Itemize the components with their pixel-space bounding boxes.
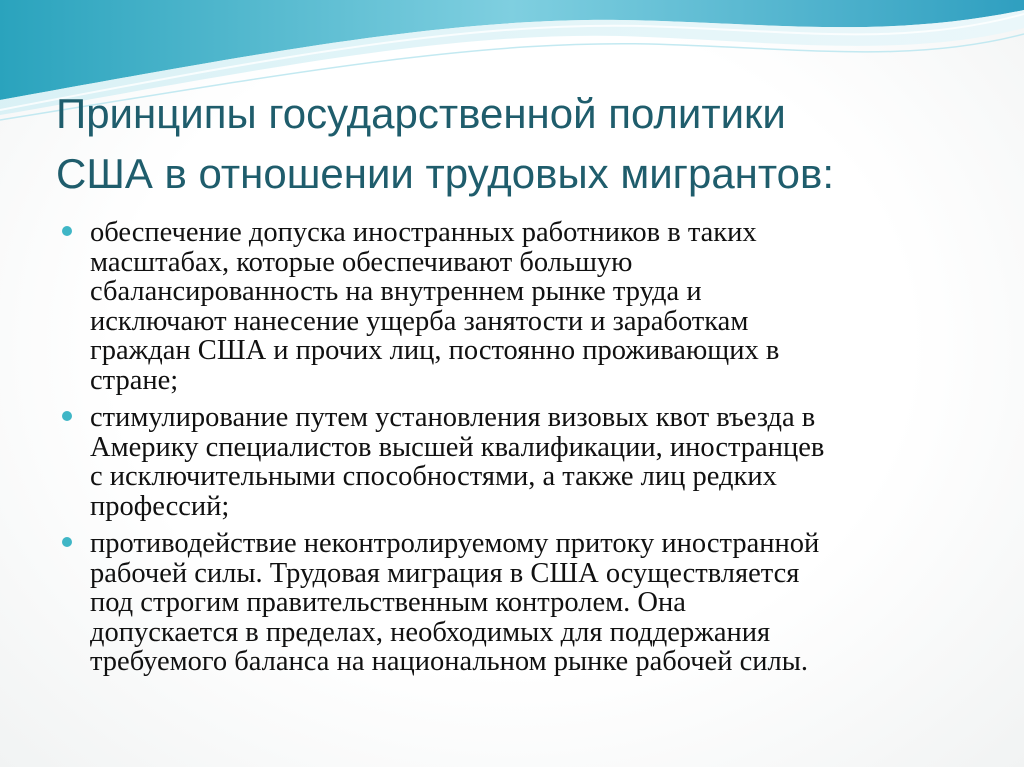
bullet-3-line-5: требуемого баланса на национальном рынке рабочей силы.: [90, 646, 808, 677]
bullet-list: [90, 218, 990, 685]
bullet-2-line-4: профессий;: [90, 490, 230, 522]
bullet-1-line-2: масштабах, которые обеспечивают большую: [90, 246, 633, 278]
bullet-2-line-2: Америку специалистов высшей квалификации, иностранцев: [90, 431, 825, 463]
slide-title-line-2: США в отношении трудовых мигрантов:: [56, 150, 834, 197]
bullet-item-3: [90, 529, 990, 677]
bullet-dot-icon: [62, 537, 72, 547]
bullet-1-line-5: граждан США и прочих лиц, постоянно проживающих в: [90, 335, 780, 366]
bullet-2-line-1: стимулирование путем установления визовых квот въезда в: [90, 402, 816, 433]
slide-title: [56, 84, 976, 204]
slide-title-line-1: Принципы государственной политики: [56, 90, 786, 137]
bullet-1-line-4: исключают нанесение ущерба занятости и заработкам: [90, 305, 749, 337]
bullet-1-line-1: обеспечение допуска иностранных работников в таких: [90, 217, 757, 248]
bullet-item-1: [90, 218, 990, 395]
bullet-dot-icon: [62, 411, 72, 421]
bullet-3-line-2: рабочей силы. Трудовая миграция в США осуществляется: [90, 557, 800, 589]
bullet-3-line-4: допускается в пределах, необходимых для поддержания: [90, 616, 771, 648]
bullet-1-line-3: сбалансированность на внутреннем рынке труда и: [90, 276, 702, 307]
bullet-2-line-3: с исключительными способностями, а также лиц редких: [90, 461, 777, 492]
bullet-3-line-1: противодействие неконтролируемому притоку иностранной: [90, 528, 820, 559]
bullet-1-line-6: стране;: [90, 364, 179, 396]
bullet-item-2: [90, 403, 990, 521]
bullet-dot-icon: [62, 226, 72, 236]
bullet-3-line-3: под строгим правительственным контролем. Она: [90, 587, 686, 618]
